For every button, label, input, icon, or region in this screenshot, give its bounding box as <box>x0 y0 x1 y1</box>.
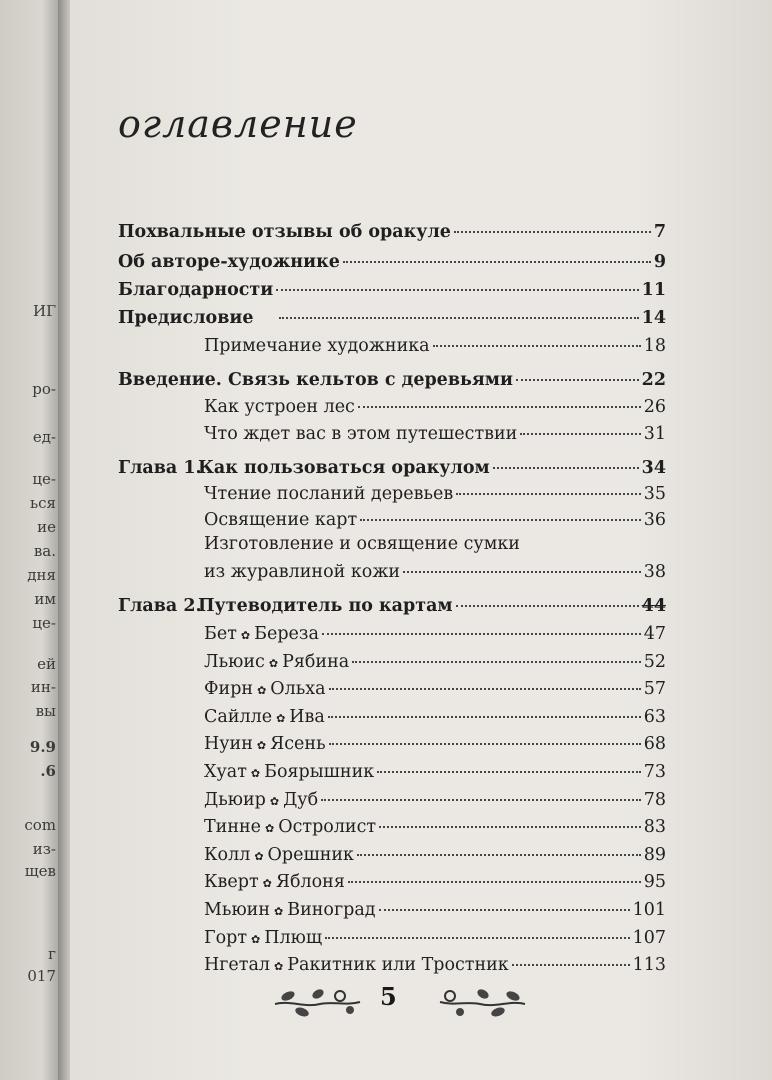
flower-separator-icon: ✿ <box>262 877 272 891</box>
previous-page-edge <box>0 0 60 1080</box>
ogham-name: Фирн <box>204 679 254 700</box>
flower-separator-icon: ✿ <box>251 932 261 946</box>
toc-tree-entry <box>204 734 666 756</box>
tree-name: Береза <box>254 624 319 644</box>
toc-entry: Об авторе-художнике 9 <box>118 252 666 272</box>
tree-name: Плющ <box>264 927 323 948</box>
page-ref: 57 <box>643 679 666 700</box>
previous-page-text-fragment: дня <box>27 566 56 584</box>
tree-name: Ольха <box>270 679 326 700</box>
toc-entry: Освящение карт 36 <box>204 510 666 530</box>
flower-separator-icon: ✿ <box>268 656 279 670</box>
tree-name: Ясень <box>270 734 326 755</box>
previous-page-text-fragment: це- <box>32 614 56 632</box>
page-ref: 63 <box>643 706 666 727</box>
toc-tree-entry <box>204 817 666 839</box>
page-ref: 73 <box>643 762 666 782</box>
toc-entry: Что ждет вас в этом путешествии 31 <box>204 424 666 444</box>
ogham-name: Бет <box>204 624 237 644</box>
previous-page-text-fragment: ро- <box>32 380 56 398</box>
tree-name: Остролист <box>278 817 377 838</box>
flower-separator-icon: ✿ <box>274 905 284 918</box>
toc-entry: из журавлиной кожи 38 <box>204 562 666 582</box>
toc-entry: Как устроен лес 26 <box>204 397 666 417</box>
page-ref: 52 <box>643 651 666 672</box>
tree-name: Орешник <box>267 844 354 865</box>
previous-page-text-fragment: com <box>24 816 56 834</box>
toc-tree-entry <box>204 790 666 812</box>
previous-page-text-fragment: ИГ <box>32 302 56 320</box>
page-ref: 95 <box>643 872 666 893</box>
ogham-name: Нгетал <box>204 955 271 976</box>
ogham-name: Сайлле <box>204 706 273 727</box>
previous-page-text-fragment: це- <box>32 470 56 488</box>
previous-page-text-fragment: 9.9 <box>29 738 56 756</box>
ogham-name: Колл <box>204 844 251 865</box>
page-number: 5 <box>380 982 397 1011</box>
toc-tree-entry <box>204 845 666 867</box>
toc-entry: Введение. Связь кельтов с деревьями 22 <box>118 370 666 390</box>
toc-entry-line1: Изготовление и освящение сумки <box>204 534 520 554</box>
tree-name: Ракитник или Тростник <box>287 955 509 976</box>
chapter-number: Глава 1. <box>118 458 202 478</box>
tree-name: Виноград <box>287 900 376 920</box>
ogham-name: Нуин <box>204 734 253 755</box>
toc-tree-entry <box>204 762 666 784</box>
previous-page-text-fragment: щев <box>24 862 56 880</box>
toc-tree-entry <box>204 928 666 950</box>
toc-entry: Благодарности 11 <box>118 280 666 300</box>
ogham-name: Дьюир <box>204 789 266 810</box>
toc-tree-entry <box>204 955 666 977</box>
toc-tree-entry <box>204 900 666 922</box>
toc-tree-entry <box>204 624 666 646</box>
flower-separator-icon: ✿ <box>257 684 267 698</box>
toc-title: оглавление <box>118 102 358 146</box>
previous-page-text-fragment: 017 <box>27 967 56 985</box>
ogham-name: Кверт <box>204 872 259 893</box>
page-ref: 101 <box>632 900 666 920</box>
toc-entry: Путеводитель по картам 44 <box>198 596 666 616</box>
flower-separator-icon: ✿ <box>265 822 275 836</box>
flower-separator-icon: ✿ <box>276 711 286 725</box>
page-ref: 78 <box>643 789 666 810</box>
page-ref: 47 <box>643 624 666 644</box>
previous-page-text-fragment: ься <box>29 494 56 512</box>
chapter-number: Глава 2. <box>118 596 202 616</box>
page-ref: 68 <box>643 734 666 755</box>
previous-page-text-fragment: ин- <box>30 678 56 696</box>
flower-separator-icon: ✿ <box>274 960 284 974</box>
page-ref: 89 <box>643 844 666 865</box>
flower-separator-icon: ✿ <box>269 794 280 808</box>
toc-page <box>70 0 772 1080</box>
toc-tree-entry <box>204 707 666 729</box>
leaf-ornament-right-icon <box>435 982 530 1022</box>
tree-name: Яблоня <box>275 872 345 893</box>
leaf-ornament-left-icon <box>270 982 365 1022</box>
previous-page-text-fragment: г <box>48 945 56 963</box>
ogham-name: Мьюин <box>204 900 271 920</box>
tree-name: Дуб <box>283 789 319 810</box>
previous-page-text-fragment: .6 <box>40 762 56 780</box>
previous-page-text-fragment: ей <box>37 655 56 673</box>
previous-page-text-fragment: ед- <box>32 428 56 446</box>
toc-tree-entry <box>204 679 666 701</box>
ogham-name: Хуат <box>204 762 247 782</box>
ogham-name: Горт <box>204 927 248 948</box>
tree-name: Боярышник <box>264 762 375 782</box>
previous-page-text-fragment: им <box>34 590 56 608</box>
toc-entry: Как пользоваться оракулом 34 <box>198 458 666 478</box>
toc-tree-entry <box>204 872 666 894</box>
toc-entry: Примечание художника 18 <box>204 336 666 356</box>
previous-page-text-fragment: ва. <box>33 542 56 560</box>
flower-separator-icon: ✿ <box>250 767 261 780</box>
page-ref: 83 <box>643 817 666 838</box>
page-ref: 113 <box>632 955 666 976</box>
toc-entry: Похвальные отзывы об оракуле 7 <box>118 222 666 242</box>
flower-separator-icon: ✿ <box>254 849 264 863</box>
tree-name: Рябина <box>282 651 350 672</box>
toc-entry: Предисловие 14 <box>118 308 666 328</box>
ogham-name: Льюис <box>204 651 265 672</box>
previous-page-text-fragment: ие <box>37 518 56 536</box>
flower-separator-icon: ✿ <box>256 739 267 753</box>
page-ref: 107 <box>632 927 666 948</box>
ogham-name: Тинне <box>204 817 262 838</box>
flower-separator-icon: ✿ <box>240 629 251 642</box>
previous-page-text-fragment: вы <box>35 702 56 720</box>
tree-name: Ива <box>289 706 325 727</box>
toc-tree-entry <box>204 652 666 674</box>
toc-entry: Чтение посланий деревьев 35 <box>204 484 666 504</box>
previous-page-text-fragment: из- <box>32 840 56 858</box>
